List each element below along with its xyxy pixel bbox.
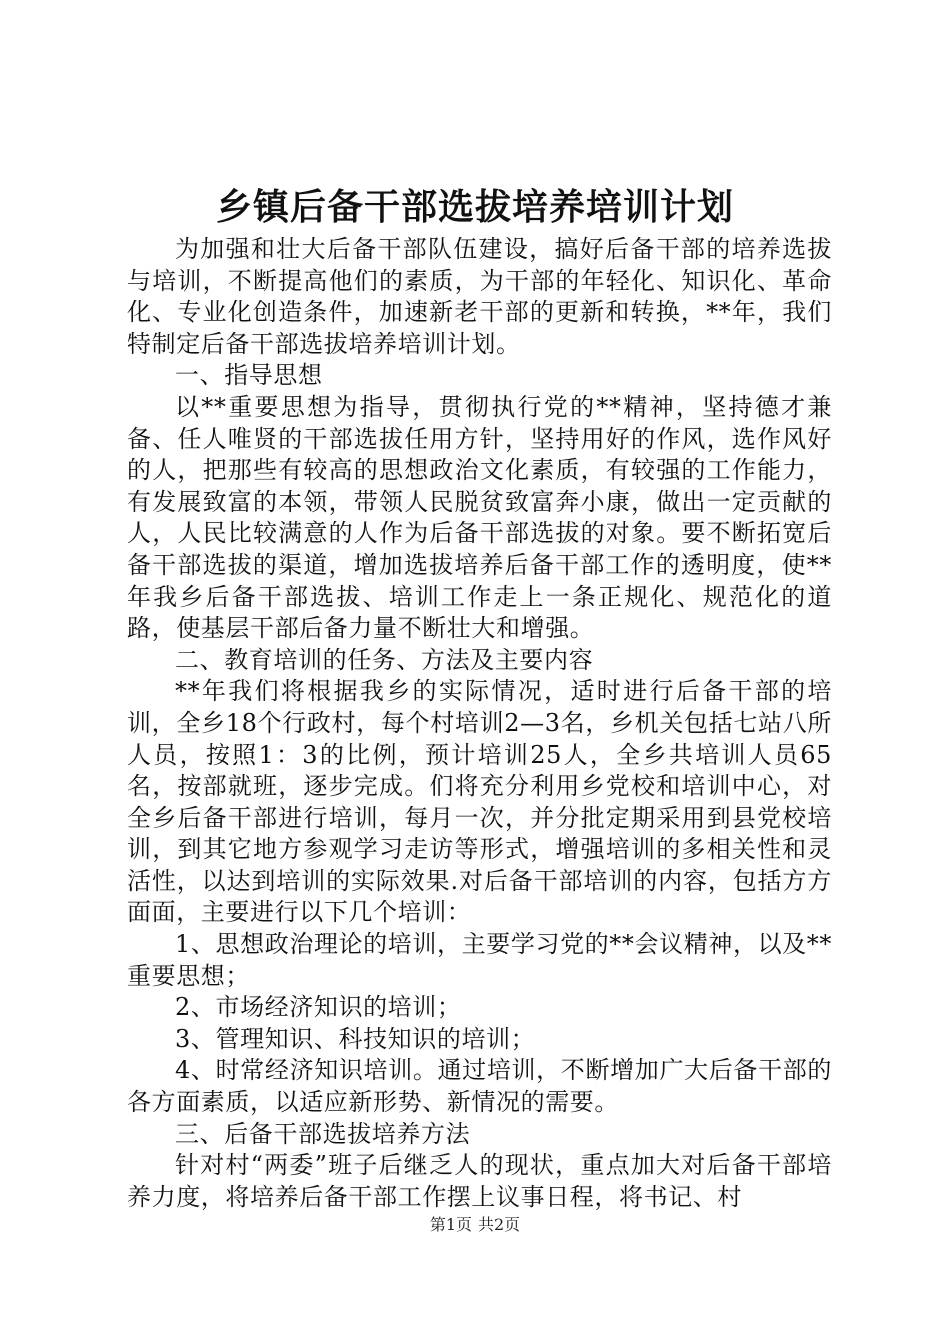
section-heading-guiding-ideology: 一、指导思想: [175, 361, 323, 390]
page-total: 共2页: [478, 1215, 521, 1234]
guiding-ideology-paragraph: 以**重要思想为指导，贯彻执行党的**精神，坚持德才兼备、任人唯贤的干部选拔任用方针，坚持用好的作风，选作风好的人，把那些有较高的思想政治文化素质，有较强的工作能力，有发展致富的本领，带领人民脱贫致富奔小康，做出一定贡献的人，人民比较满意的人作为后备干部选拔的对象。要不断拓宽后备干部选拔的渠道，增加选拔培养后备干部工作的透明度，使**年我乡后备干部选拔、培训工作走上一条正规化、规范化的道路，使基层干部后备力量不断壮大和增强。: [127, 392, 832, 643]
section-heading-training-tasks: 二、教育培训的任务、方法及主要内容: [175, 645, 594, 674]
training-tasks-paragraph: **年我们将根据我乡的实际情况，适时进行后备干部的培训，全乡18个行政村，每个村培训2—3名，乡机关包括七站八所人员，按照1：3的比例，预计培训25人，全乡共培训人员65名，按部就班，逐步完成。们将充分利用乡党校和培训中心，对全乡后备干部进行培训，每月一次，并分批定期采用到县党校培训，到其它地方参观学习走访等形式，增强培训的多相关性和灵活性，以达到培训的实际效果.对后备干部培训的内容，包括方方面面，主要进行以下几个培训：: [127, 677, 832, 927]
section-heading-selection-methods: 三、后备干部选拔培养方法: [175, 1119, 471, 1148]
list-item-management-technology: 3、管理知识、科技知识的培训；: [175, 1024, 536, 1053]
selection-methods-paragraph: 针对村“两委”班子后继乏人的现状，重点加大对后备干部培养力度，将培养后备干部工作摆上议事日程，将书记、村: [127, 1151, 832, 1211]
intro-paragraph: 为加强和壮大后备干部队伍建设，搞好后备干部的培养选拔与培训，不断提高他们的素质，为干部的年轻化、知识化、革命化、专业化创造条件，加速新老干部的更新和转换，**年，我们特制定后备干部选拔培养培训计划。: [127, 235, 832, 358]
page-number: 第1页: [429, 1215, 472, 1234]
document-title: 乡镇后备干部选拔培养培训计划: [215, 187, 734, 228]
list-item-political-theory: 1、思想政治理论的培训，主要学习党的**会议精神，以及**重要思想；: [127, 930, 832, 990]
document-body: [127, 234, 832, 1213]
list-item-economic-knowledge: 4、时常经济知识培训。通过培训，不断增加广大后备干部的各方面素质，以适应新形势、新情况的需要。: [127, 1056, 832, 1117]
page-footer: [0, 1214, 950, 1236]
list-item-market-economy: 2、市场经济知识的培训；: [175, 993, 462, 1022]
